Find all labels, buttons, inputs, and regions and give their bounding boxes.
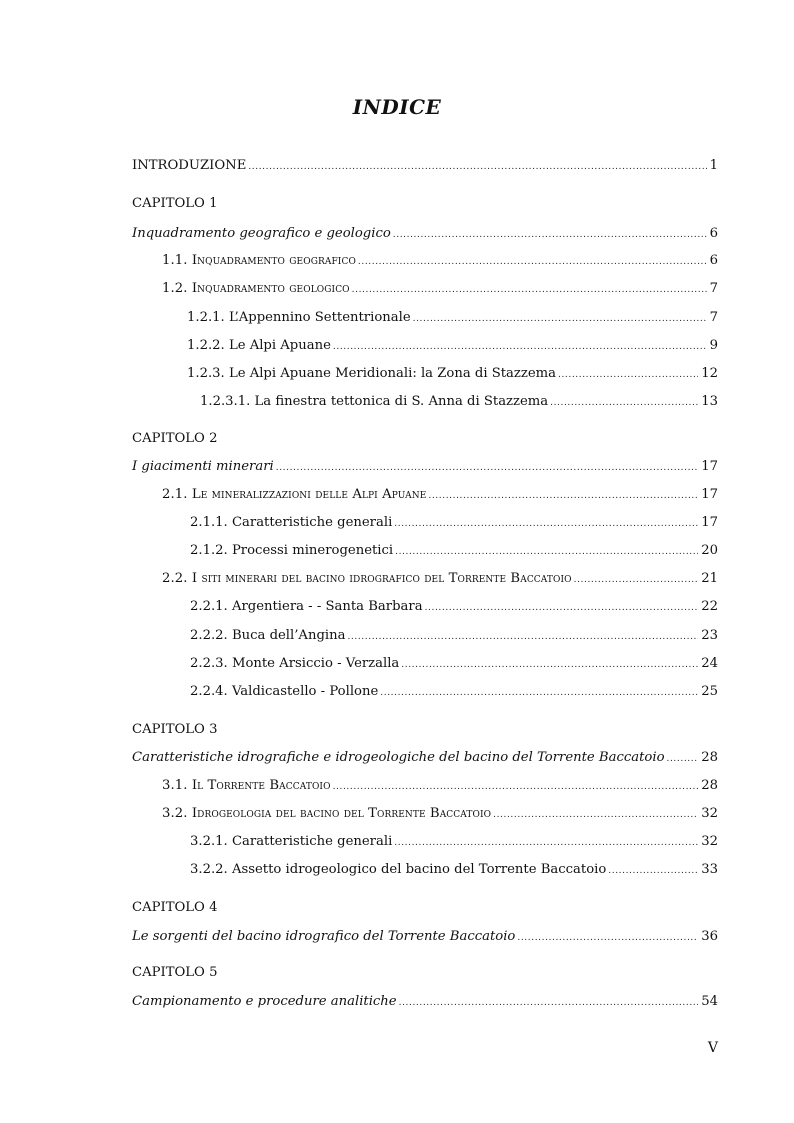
toc-page-number: 13 <box>701 394 718 409</box>
toc-entry-1-2-3-1[interactable] <box>200 393 718 412</box>
toc-page-number: 17 <box>701 459 718 474</box>
dot-leader <box>517 928 698 947</box>
toc-page-number: 7 <box>709 281 718 296</box>
toc-entry-label: 2.2.3. Monte Arsiccio - Verzalla <box>190 656 400 671</box>
toc-entry-chapter-4[interactable] <box>132 928 718 947</box>
toc-entry-2-2-4[interactable] <box>190 683 718 702</box>
dot-leader <box>333 777 699 796</box>
toc-entry-3-2-1[interactable] <box>190 833 718 852</box>
toc-page-number: 17 <box>701 515 718 530</box>
toc-entry-label: 2.2.1. Argentiera - - Santa Barbara <box>190 599 423 614</box>
toc-page-number: 6 <box>709 226 718 241</box>
dot-leader <box>558 365 698 384</box>
toc-page-number: 6 <box>709 253 718 268</box>
toc-page-number: 23 <box>701 628 718 643</box>
toc-page-number: 24 <box>701 656 718 671</box>
dot-leader <box>347 627 698 646</box>
toc-entry-1-2-3[interactable] <box>187 365 718 384</box>
dot-leader <box>393 225 707 244</box>
toc-page-number: 7 <box>709 310 718 325</box>
dot-leader <box>550 393 698 412</box>
dot-leader <box>358 252 707 271</box>
toc-page-number: 32 <box>701 834 718 849</box>
dot-leader <box>401 655 698 674</box>
toc-entry-chapter-1[interactable] <box>132 225 718 244</box>
toc-page-number: 9 <box>709 338 718 353</box>
toc-entry-introduction[interactable] <box>132 157 718 176</box>
toc-page-number: 28 <box>701 778 718 793</box>
dot-leader <box>333 337 707 356</box>
dot-leader <box>608 861 698 880</box>
toc-entry-label: Le sorgenti del bacino idrografico del Torrente Baccatoio <box>132 929 516 944</box>
toc-entry-label: 2.2. I siti minerari del bacino idrografico del Torrente Baccatoio <box>162 571 572 586</box>
toc-entry-label: I giacimenti minerari <box>132 459 274 474</box>
dot-leader <box>425 598 699 617</box>
toc-entry-chapter-3[interactable] <box>132 749 718 768</box>
toc-entry-2-1-2[interactable] <box>190 542 718 561</box>
toc-page-number: 25 <box>701 684 718 699</box>
toc-page-number: 17 <box>701 487 718 502</box>
toc-entry-label: Caratteristiche idrografiche e idrogeologiche del bacino del Torrente Baccatoio <box>132 750 665 765</box>
toc-entry-chapter-2[interactable] <box>132 458 718 477</box>
dot-leader <box>276 458 698 477</box>
toc-entry-2-1[interactable] <box>162 486 718 505</box>
toc-entry-label: 1.1. Inquadramento geografico <box>162 253 356 268</box>
toc-entry-2-2-3[interactable] <box>190 655 718 674</box>
toc-entry-3-2[interactable] <box>162 805 718 824</box>
toc-page-number: 28 <box>701 750 718 765</box>
toc-entry-chapter-5[interactable] <box>132 993 718 1012</box>
toc-page-number: 32 <box>701 806 718 821</box>
toc-page-number: 1 <box>709 158 718 173</box>
toc-entry-label: 1.2.3.1. La finestra tettonica di S. Anna di Stazzema <box>200 394 549 409</box>
dot-leader <box>493 805 698 824</box>
toc-entry-label: 1.2. Inquadramento geologico <box>162 281 350 296</box>
toc-entry-2-1-1[interactable] <box>190 514 718 533</box>
toc-page-number: 21 <box>701 571 718 586</box>
chapter-heading-5: CAPITOLO 5 <box>132 965 218 980</box>
dot-leader <box>395 542 698 561</box>
toc-entry-2-2[interactable] <box>162 570 718 589</box>
toc-entry-label: Campionamento e procedure analitiche <box>132 994 397 1009</box>
dot-leader <box>394 833 698 852</box>
toc-entry-1-2-2[interactable] <box>187 337 718 356</box>
toc-entry-1-2[interactable] <box>162 280 718 299</box>
toc-page-number: 54 <box>701 994 718 1009</box>
toc-page-number: 20 <box>701 543 718 558</box>
chapter-heading-3: CAPITOLO 3 <box>132 722 218 737</box>
dot-leader <box>394 514 698 533</box>
toc-entry-label: 1.2.1. L’Appennino Settentrionale <box>187 310 411 325</box>
dot-leader <box>248 157 706 176</box>
toc-entry-label: 2.2.4. Valdicastello - Pollone <box>190 684 379 699</box>
toc-page-number: 33 <box>701 862 718 877</box>
chapter-heading-2: CAPITOLO 2 <box>132 431 218 446</box>
dot-leader <box>399 993 699 1012</box>
toc-entry-3-1[interactable] <box>162 777 718 796</box>
dot-leader <box>380 683 698 702</box>
toc-entry-label: 3.1. Il Torrente Baccatoio <box>162 778 331 793</box>
dot-leader <box>667 749 699 768</box>
chapter-heading-1: CAPITOLO 1 <box>132 196 218 211</box>
toc-entry-label: 2.1.2. Processi minerogenetici <box>190 543 394 558</box>
dot-leader <box>413 309 707 328</box>
toc-page-number: 36 <box>701 929 718 944</box>
toc-entry-3-2-2[interactable] <box>190 861 718 880</box>
dot-leader <box>428 486 698 505</box>
toc-entry-1-2-1[interactable] <box>187 309 718 328</box>
toc-page-number: 22 <box>701 599 718 614</box>
toc-entry-label: 2.1. Le mineralizzazioni delle Alpi Apuane <box>162 487 427 502</box>
toc-entry-label: 3.2.2. Assetto idrogeologico del bacino del Torrente Baccatoio <box>190 862 607 877</box>
toc-entry-label: 2.2.2. Buca dell’Angina <box>190 628 346 643</box>
dot-leader <box>574 570 699 589</box>
toc-entry-label: 1.2.3. Le Alpi Apuane Meridionali: la Zona di Stazzema <box>187 366 556 381</box>
chapter-heading-4: CAPITOLO 4 <box>132 900 218 915</box>
toc-entry-label: 3.2.1. Caratteristiche generali <box>190 834 393 849</box>
toc-entry-1-1[interactable] <box>162 252 718 271</box>
toc-page-number: 12 <box>701 366 718 381</box>
page-number-footer: V <box>707 1040 718 1056</box>
page-title: INDICE <box>352 95 442 119</box>
toc-entry-label: 3.2. Idrogeologia del bacino del Torrente Baccatoio <box>162 806 492 821</box>
toc-entry-2-2-1[interactable] <box>190 598 718 617</box>
dot-leader <box>352 280 707 299</box>
toc-entry-label: 2.1.1. Caratteristiche generali <box>190 515 393 530</box>
toc-entry-label: Inquadramento geografico e geologico <box>132 226 391 241</box>
toc-entry-2-2-2[interactable] <box>190 627 718 646</box>
toc-entry-label: 1.2.2. Le Alpi Apuane <box>187 338 331 353</box>
toc-entry-label: INTRODUZIONE <box>132 158 247 173</box>
